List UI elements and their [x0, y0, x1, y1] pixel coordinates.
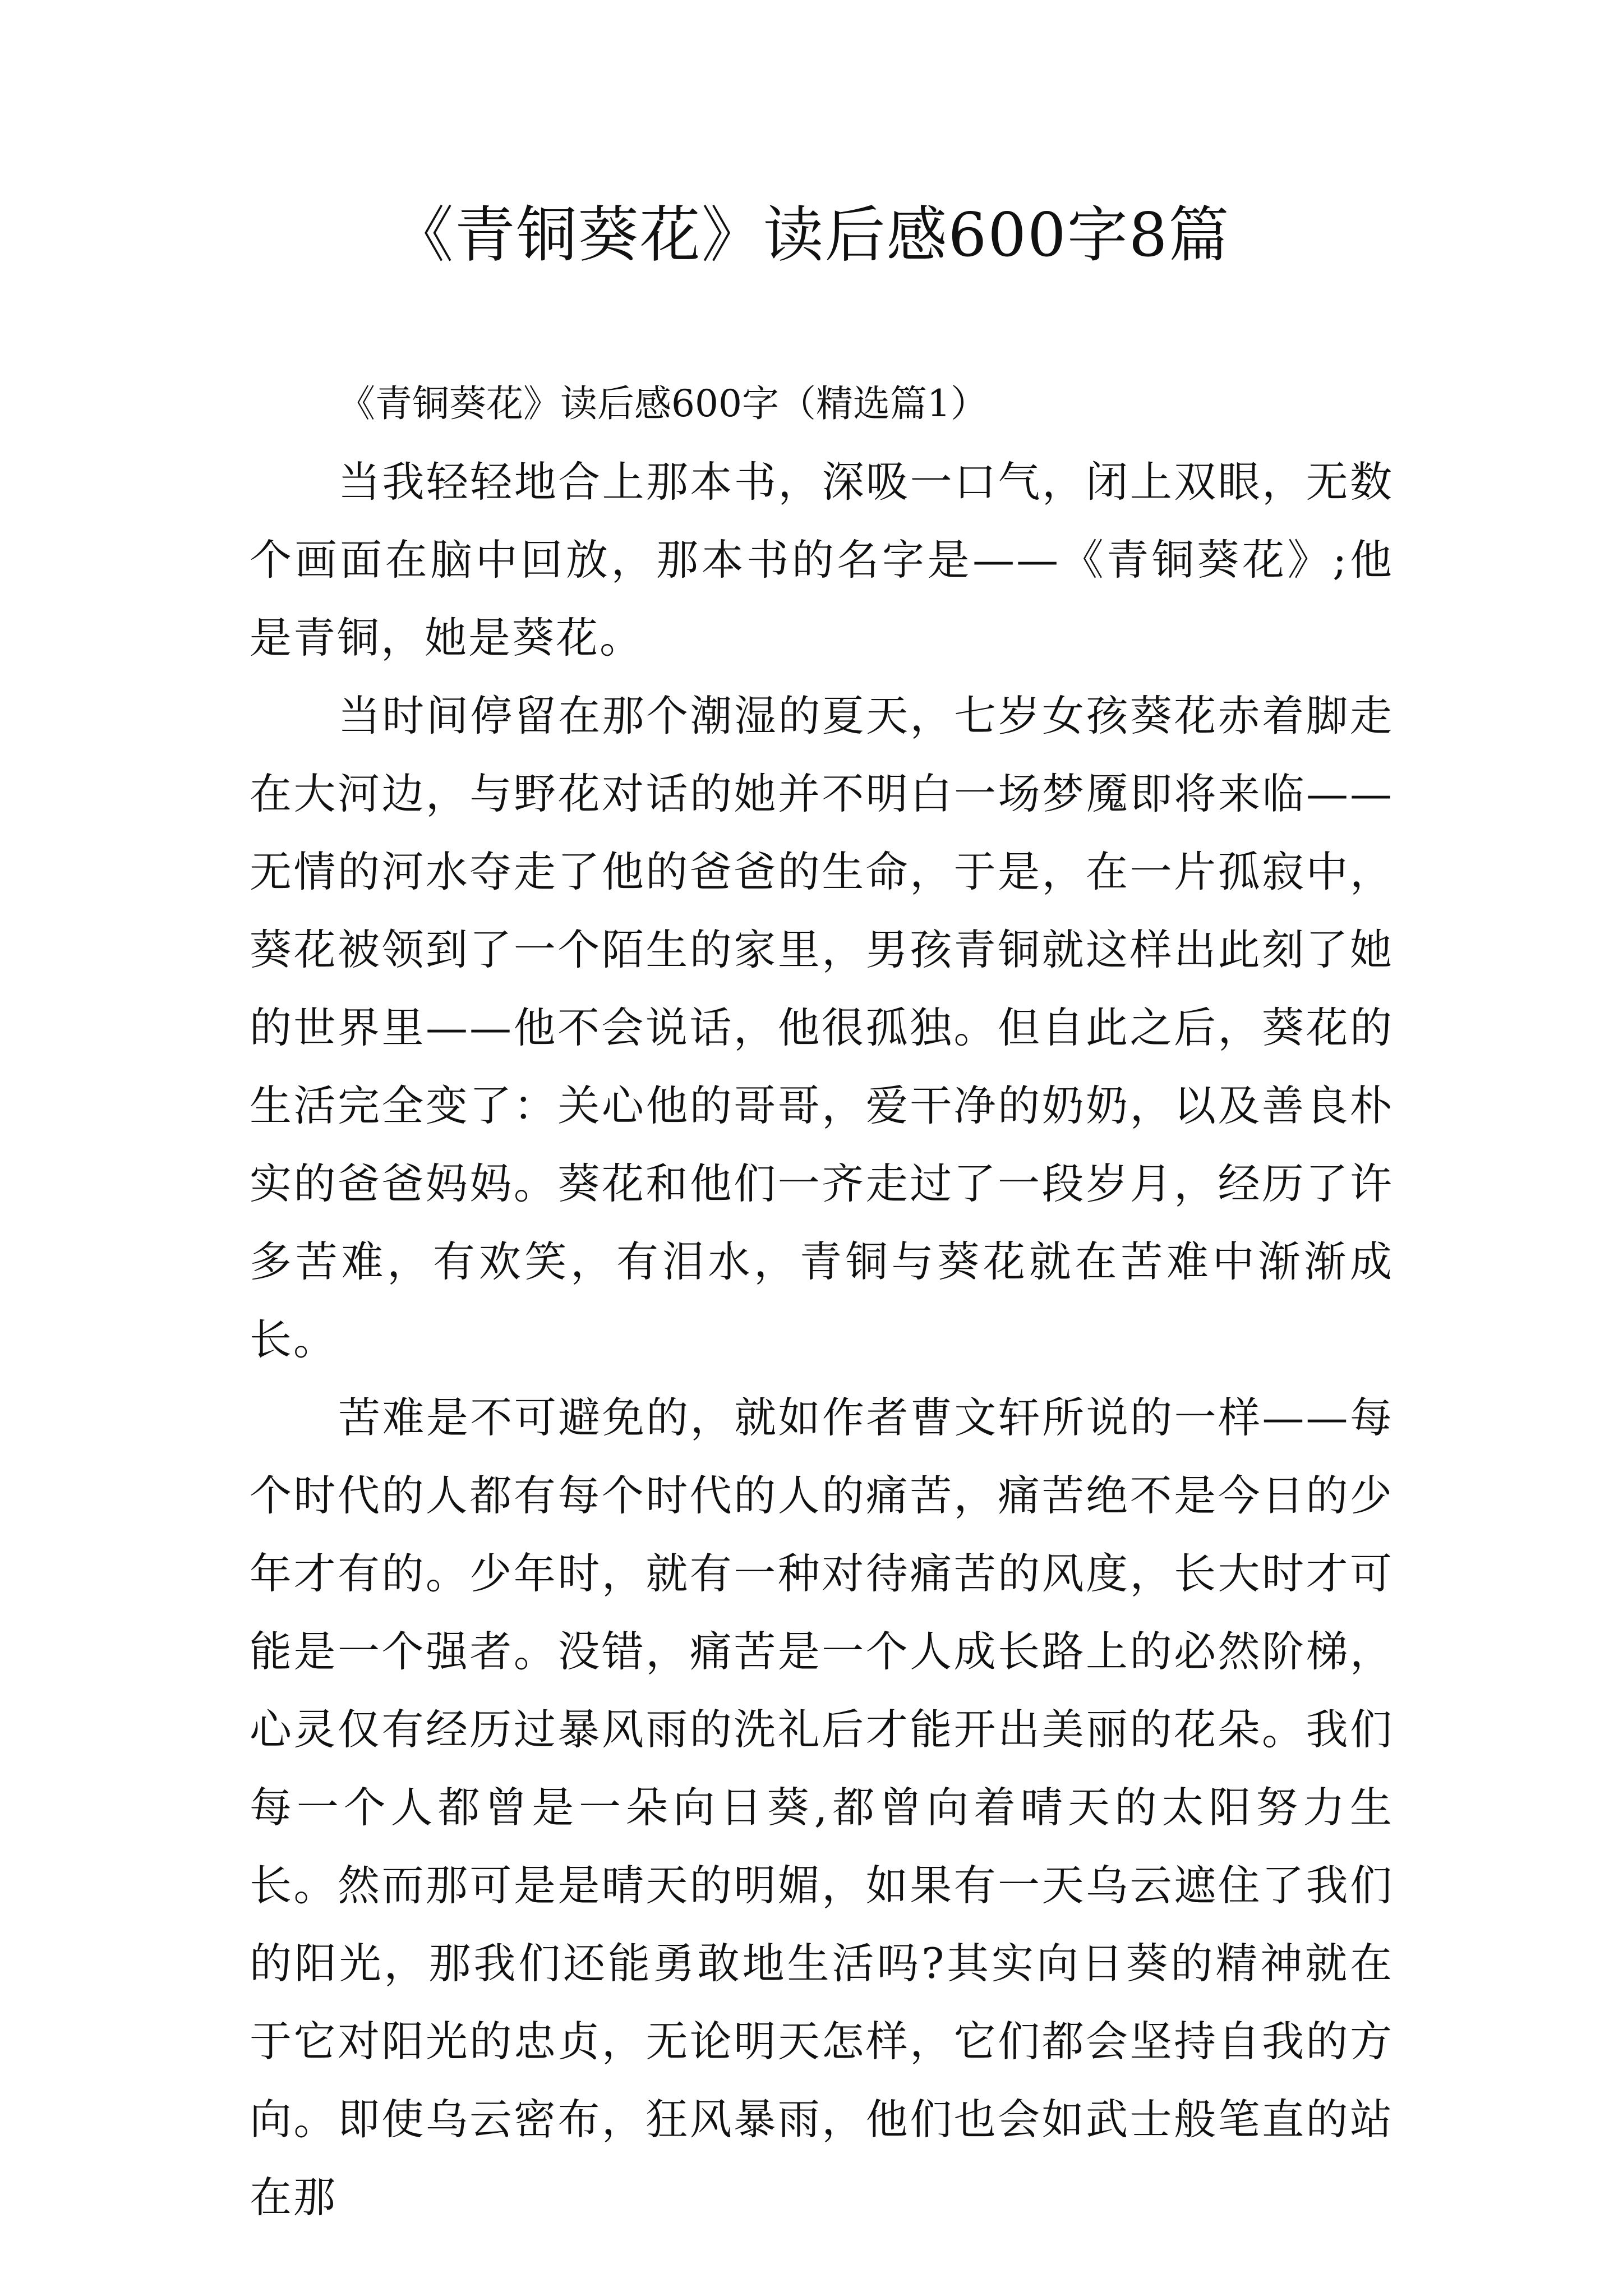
document-title: 《青铜葵花》读后感600字8篇 — [393, 200, 1230, 270]
document-body — [250, 365, 1394, 2237]
section-heading: 《青铜葵花》读后感600字（精选篇1） — [338, 382, 988, 425]
paragraph-3: 苦难是不可避免的，就如作者曹文轩所说的一样——每个时代的人都有每个时代的人的痛苦，痛苦绝不是今日的少年才有的。少年时，就有一种对待痛苦的风度，长大时才可能是一个强者。没错，痛苦是一个人成长路上的必然阶梯，心灵仅有经历过暴风雨的洗礼后才能开出美丽的花朵。我们每一个人都曾是一朵向日葵,都曾向着晴天的太阳努力生长。然而那可是是晴天的明媚，如果有一天乌云遮住了我们的阳光，那我们还能勇敢地生活吗?其实向日葵的精神就在于它对阳光的忠贞，无论明天怎样，它们都会坚持自我的方向。即使乌云密布，狂风暴雨，他们也会如武士般笔直的站在那 — [250, 1393, 1394, 2222]
paragraph-1: 当我轻轻地合上那本书，深吸一口气，闭上双眼，无数个画面在脑中回放，那本书的名字是——《青铜葵花》;他是青铜，她是葵花。 — [250, 457, 1394, 662]
paragraph-2: 当时间停留在那个潮湿的夏天，七岁女孩葵花赤着脚走在大河边，与野花对话的她并不明白一场梦魇即将来临——无情的河水夺走了他的爸爸的生命，于是，在一片孤寂中，葵花被领到了一个陌生的家里，男孩青铜就这样出此刻了她的世界里——他不会说话，他很孤独。但自此之后，葵花的生活完全变了：关心他的哥哥，爱干净的奶奶，以及善良朴实的爸爸妈妈。葵花和他们一齐走过了一段岁月，经历了许多苦难，有欢笑，有泪水，青铜与葵花就在苦难中渐渐成长。 — [250, 691, 1394, 1364]
